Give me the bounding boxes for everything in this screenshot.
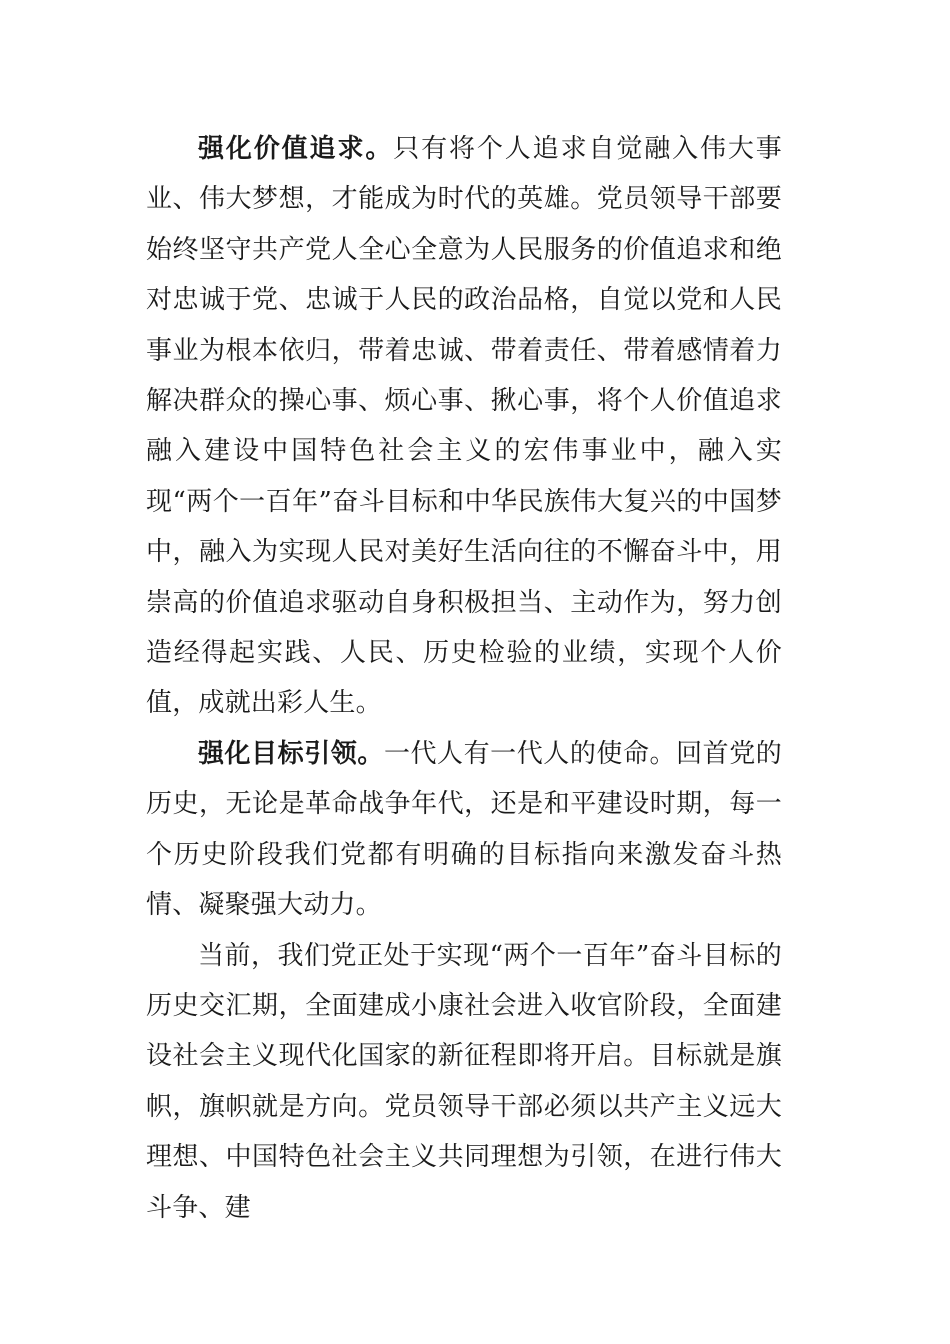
paragraph-goal-guidance: [146, 729, 782, 931]
paragraph-text: 只有将个人追求自觉融入伟大事业、伟大梦想，才能成为时代的英雄。党员领导干部要始终坚守共产党人全心全意为人民服务的价值追求和绝对忠诚于党、忠诚于人民的政治品格，自觉以党和人民事业为根本依归，带着忠诚、带着责任、带着感情着力解决群众的操心事、烦心事、揪心事，将个人价值追求融入建设中国特色社会主义的宏伟事业中，融入实现“两个一百年”奋斗目标和中华民族伟大复兴的中国梦中，融入为实现人民对美好生活向往的不懈奋斗中，用崇高的价值追求驱动自身积极担当、主动作为，努力创造经得起实践、人民、历史检验的业绩，实现个人价值，成就出彩人生。: [146, 134, 782, 719]
paragraph-value-pursuit: [146, 124, 782, 729]
document-body: [146, 124, 782, 1233]
paragraph-text: 当前，我们党正处于实现“两个一百年”奋斗目标的历史交汇期，全面建成小康社会进入收官阶段，全面建设社会主义现代化国家的新征程即将开启。目标就是旗帜，旗帜就是方向。党员领导干部必须以共产主义远大理想、中国特色社会主义共同理想为引领，在进行伟大斗争、建: [146, 940, 782, 1223]
paragraph-text: 一代人有一代人的使命。回首党的历史，无论是革命战争年代，还是和平建设时期，每一个历史阶段我们党都有明确的目标指向来激发奋斗热情、凝聚强大动力。: [146, 738, 782, 921]
paragraph-heading: 强化价值追求。: [198, 134, 394, 164]
paragraph-current-period: [146, 931, 782, 1233]
paragraph-heading: 强化目标引领。: [198, 738, 384, 769]
